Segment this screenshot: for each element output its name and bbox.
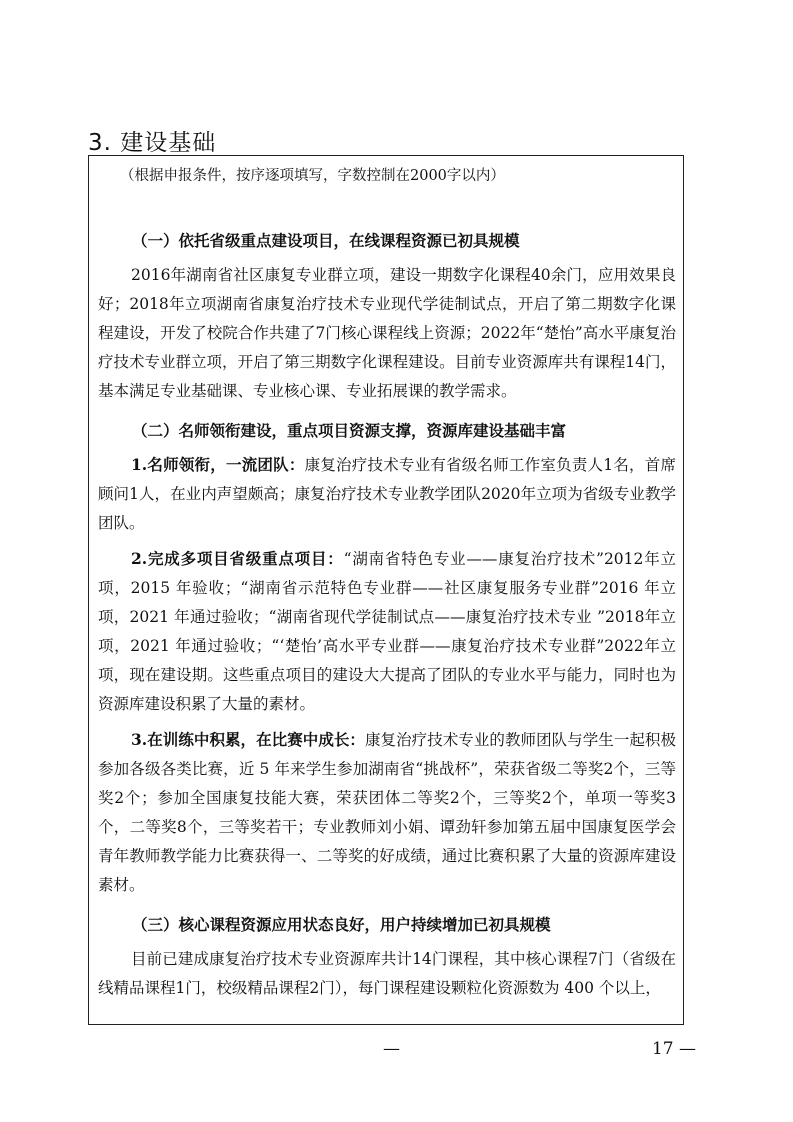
paragraph-lead: 3.在训练中积累，在比赛中成长： xyxy=(131,730,365,749)
paragraph-lead: 2.完成多项目省级重点项目： xyxy=(131,549,344,568)
paragraph: 3.在训练中积累，在比赛中成长：康复治疗技术专业的教师团队与学生一起积极参加各级各类比赛，近 5 年来学生参加湖南省“挑战杯”，荣获省级二等奖2个，三等奖2个；参加全国康复技能大赛，荣获团体二等奖2个，三等奖2个，单项一等奖3个，二等奖8个，三等奖若干；专业教师刘小娟、谭劲轩参加第五届中国康复医学会青年教师教学能力比赛获得一、二等奖的好成绩，通过比赛积累了大量的资源库建设素材。 xyxy=(98,730,676,894)
section-heading-3: （三）核心课程资源应用状态良好，用户持续增加已初具规模 xyxy=(132,915,551,934)
paragraph: 2.完成多项目省级重点项目：“湖南省特色专业——康复治疗技术”2012年立项，2015 年验收；“湖南省示范特色专业群——社区康复服务专业群”2016 年立项，2021 年通过验收；“湖南省现代学徒制试点——康复治疗技术专业 ”2018年立项，2021 年通过验收；“‘楚怡’高水平专业群——康复治疗技术专业群”2022年立项，现在建设期。这些重点项目的建设大大提高了团队的专业水平与能力，同时也为资源库建设积累了大量的素材。 xyxy=(98,549,676,713)
instruction-text: （根据申报条件，按序逐项填写，字数控制在2000字以内） xyxy=(120,168,505,184)
content-body xyxy=(98,164,676,1003)
content-frame xyxy=(88,155,684,1025)
section-title: 3. 建设基础 xyxy=(88,130,217,156)
paragraph-lead: 1.名师领衔，一流团队： xyxy=(131,455,305,474)
page-number: 17 — xyxy=(651,1039,696,1059)
section-heading-2: （二）名师领衔建设，重点项目资源支撑，资源库建设基础丰富 xyxy=(132,421,567,440)
paragraph: 1.名师领衔，一流团队：康复治疗技术专业有省级名师工作室负责人1名，首席顾问1人，在业内声望颇高；康复治疗技术专业教学团队2020年立项为省级专业教学团队。 xyxy=(98,455,676,532)
footer-dash: — xyxy=(383,1039,400,1059)
paragraph: 目前已建成康复治疗技术专业资源库共计14门课程，其中核心课程7门（省级在线精品课程1门，校级精品课程2门），每门课程建设颗粒化资源数为 400 个以上， xyxy=(98,950,676,997)
section-heading-1: （一）依托省级重点建设项目，在线课程资源已初具规模 xyxy=(132,231,520,250)
paragraph: 2016年湖南省社区康复专业群立项，建设一期数字化课程40余门，应用效果良好；2018年立项湖南省康复治疗技术专业现代学徒制试点，开启了第二期数字化课程建设，开发了校院合作共建了7门核心课程线上资源；2022年“楚怡”高水平康复治疗技术专业群立项，开启了第三期数字化课程建设。目前专业资源库共有课程14门，基本满足专业基础课、专业核心课、专业拓展课的教学需求。 xyxy=(98,266,676,400)
